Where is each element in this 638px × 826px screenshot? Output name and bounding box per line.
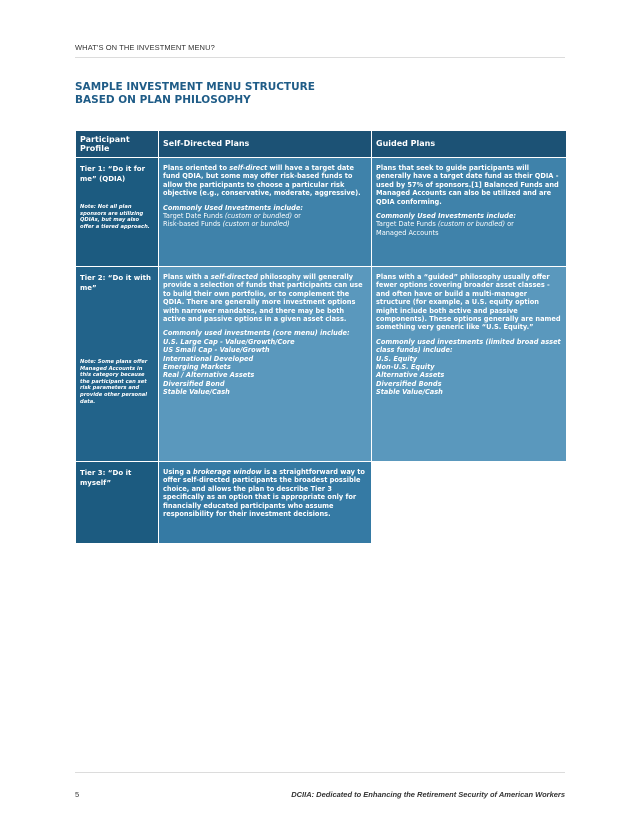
table-row-tier1 (76, 158, 567, 267)
tier1-self-common-heading: Commonly Used Investments include: (163, 203, 304, 212)
tier1-guided-line2: Managed Accounts (376, 228, 439, 237)
table-row-tier3 (76, 462, 567, 544)
tier2-label: Tier 2: “Do it with me” (80, 274, 151, 292)
tier2-profile-cell (76, 267, 159, 462)
list-item: International Developed (163, 354, 254, 363)
tier3-self-description: Using a brokerage window is a straightforward way to offer self-directed participants the broadest possible choice, and allows the plan to describe Tier 3 specifically as an option that is appropriate only for financially educated participants who assume responsibility for their investment decisions. (163, 468, 365, 519)
list-item: Diversified Bond (163, 379, 225, 388)
list-item: Emerging Markets (163, 363, 231, 372)
tier1-self-directed-cell (159, 158, 372, 267)
tier1-guided-description: Plans that seek to guide participants will generally have a target date fund as their QDIA - used by 57% of sponsors.[1] Balanced Funds and Managed Accounts can also be utilized and are QDIA conforming. (376, 164, 559, 206)
tier1-self-line1: Target Date Funds (custom or bundled) or (163, 212, 301, 221)
header-divider (75, 57, 565, 58)
tier1-guided-cell (372, 158, 567, 267)
list-item: Stable Value/Cash (163, 388, 230, 397)
tier3-label: Tier 3: “Do it myself” (80, 469, 132, 487)
tier2-guided-description: Plans with a “guided” philosophy usually offer fewer options covering broader asset classes - and often have or build a multi-manager structure (for example, a U.S. equity option might include both active and passive components). These options generally are named something very generic like “U.S. Equity.” (376, 273, 561, 332)
list-item: Diversified Bonds (376, 379, 442, 388)
tier2-guided-cell (372, 267, 567, 462)
page-number: 5 (75, 790, 80, 799)
list-item: Stable Value/Cash (376, 388, 443, 397)
tier1-profile-cell (76, 158, 159, 267)
header-profile: Participant Profile (76, 131, 159, 158)
investment-menu-table (75, 130, 567, 544)
list-item: U.S. Large Cap - Value/Growth/Core (163, 337, 295, 346)
table-row-tier2 (76, 267, 567, 462)
running-header: WHAT'S ON THE INVESTMENT MENU? (75, 43, 215, 52)
list-item: US Small Cap - Value/Growth (163, 346, 270, 355)
tier1-guided-line1: Target Date Funds (custom or bundled) or (376, 220, 514, 229)
tier1-self-description: Plans oriented to self-direct will have a target date fund QDIA, but some may offer risk-based funds to allow the participants to choose a particular risk objective (e.g., conservative, moderate, aggressive). (163, 164, 361, 198)
tier2-self-directed-cell (159, 267, 372, 462)
header-guided: Guided Plans (372, 131, 567, 158)
footer-tagline: DCIIA: Dedicated to Enhancing the Retirement Security of American Workers (291, 790, 565, 799)
tier2-guided-common-heading: Commonly used investments (limited broad asset class funds) include: (376, 337, 561, 355)
tier2-self-common-heading: Commonly used investments (core menu) include: (163, 329, 350, 338)
tier3-profile-cell (76, 462, 159, 544)
tier1-self-line2: Risk-based Funds (custom or bundled) (163, 220, 290, 229)
footer-divider (75, 772, 565, 773)
tier3-guided-cell-empty (372, 462, 567, 544)
tier2-self-description: Plans with a self-directed philosophy will generally provide a selection of funds that participants can use to build their own portfolio, or to complement the QDIA. There are generally more investment options with narrower mandates, and there may be both active and passive options in a given asset class. (163, 273, 363, 324)
header-self-directed: Self-Directed Plans (159, 131, 372, 158)
table-header-row (76, 131, 567, 158)
tier2-note: Note: Some plans offer Managed Accounts in this category because the participant can set risk parameters and provide other personal data. (80, 359, 148, 405)
list-item: Alternative Assets (376, 371, 445, 380)
section-title: SAMPLE INVESTMENT MENU STRUCTURE BASED ON PLAN PHILOSOPHY (75, 81, 315, 106)
list-item: U.S. Equity (376, 354, 418, 363)
tier1-guided-common-heading: Commonly Used Investments include: (376, 212, 517, 221)
list-item: Non-U.S. Equity (376, 363, 435, 372)
tier1-label: Tier 1: “Do it for me” (QDIA) (80, 165, 146, 183)
tier3-self-directed-cell (159, 462, 372, 544)
tier1-note: Note: Not all plan sponsors are utilizing QDIAs, but may also offer a tiered approach. (80, 204, 150, 230)
list-item: Real / Alternative Assets (163, 371, 255, 380)
